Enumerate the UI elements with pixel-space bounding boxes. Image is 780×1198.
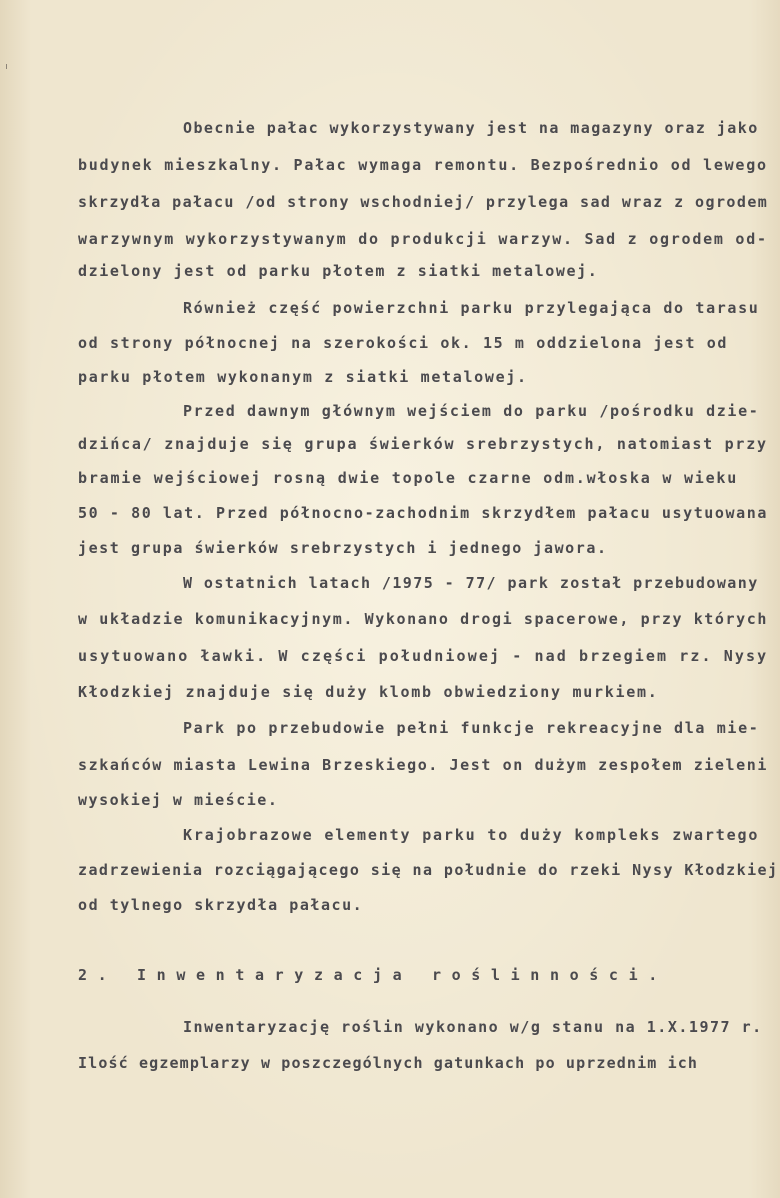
text-line: szkańców miasta Lewina Brzeskiego. Jest on dużym zespołem zieleni xyxy=(78,756,768,774)
text-line: bramie wejściowej rosną dwie topole czarne odm.włoska w wieku xyxy=(78,469,739,487)
text-line: zadrzewienia rozciągającego się na południe do rzeki Nysy Kłodzkiej xyxy=(78,861,779,879)
text-line: od strony północnej na szerokości ok. 15 m oddzielona jest od xyxy=(78,334,729,352)
text-line: Krajobrazowe elementy parku to duży kompleks zwartego xyxy=(183,826,760,844)
text-line: Obecnie pałac wykorzystywany jest na magazyny oraz jako xyxy=(183,119,759,137)
text-line: budynek mieszkalny. Pałac wymaga remontu. Bezpośrednio od lewego xyxy=(78,156,768,174)
text-line: dzińca/ znajduje się grupa świerków srebrzystych, natomiast przy xyxy=(78,435,768,453)
text-line: Przed dawnym głównym wejściem do parku /pośrodku dzie- xyxy=(183,402,760,420)
text-line: skrzydła pałacu /od strony wschodniej/ przylega sad wraz z ogrodem xyxy=(78,193,769,211)
text-line: w układzie komunikacyjnym. Wykonano drogi spacerowe, przy których xyxy=(78,610,768,628)
text-line: Kłodzkiej znajduje się duży klomb obwiedziony murkiem. xyxy=(78,683,659,701)
edge-mark xyxy=(6,64,7,69)
text-line: Park po przebudowie pełni funkcje rekreacyjne dla mie- xyxy=(183,719,760,737)
text-line: od tylnego skrzydła pałacu. xyxy=(78,896,364,914)
text-line: Inwentaryzację roślin wykonano w/g stanu na 1.X.1977 r. xyxy=(183,1018,763,1036)
section-heading: 2. Inwentaryzacja roślinności. xyxy=(78,966,668,984)
text-line: Również część powierzchni parku przylegająca do tarasu xyxy=(183,299,760,317)
text-line: wysokiej w mieście. xyxy=(78,791,279,809)
text-line: Ilość egzemplarzy w poszczególnych gatunkach po uprzednim ich xyxy=(78,1054,699,1072)
text-line: W ostatnich latach /1975 - 77/ park został przebudowany xyxy=(183,574,759,592)
text-line: dzielony jest od parku płotem z siatki metalowej. xyxy=(78,262,599,280)
text-line: parku płotem wykonanym z siatki metalowej. xyxy=(78,368,528,386)
text-line: 50 - 80 lat. Przed północno-zachodnim skrzydłem pałacu usytuowana xyxy=(78,504,768,522)
text-line: jest grupa świerków srebrzystych i jednego jawora. xyxy=(78,539,608,557)
text-line: usytuowano ławki. W części południowej - nad brzegiem rz. Nysy xyxy=(78,647,769,665)
text-line: warzywnym wykorzystywanym do produkcji warzyw. Sad z ogrodem od- xyxy=(78,230,768,248)
